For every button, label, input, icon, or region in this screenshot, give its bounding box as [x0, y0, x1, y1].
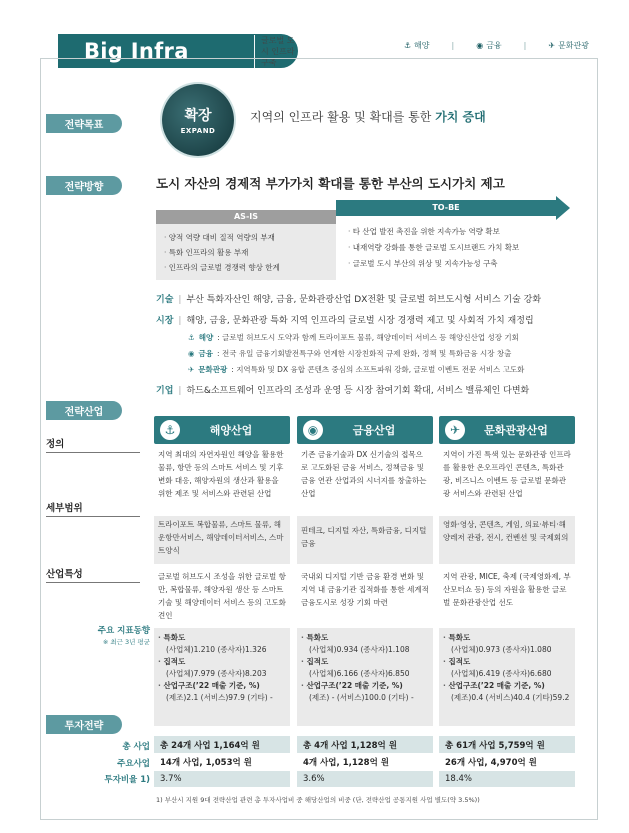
- investment-total: 총 4개 사업 1,128억 원: [297, 736, 433, 753]
- footnote: 1) 부산시 지원 9대 전략산업 관련 총 투자사업비 중 해당산업의 비중 (단, 전략산업 공통지원 사업 별도(약 3.5%)): [156, 796, 480, 804]
- label-investment: 투자전략: [46, 715, 122, 734]
- investment-total: 총 24개 사업 1,164억 원: [154, 736, 290, 753]
- page-title: Big Infra: [84, 39, 189, 63]
- page-subtitle: 글로벌 도시 인프라 구축: [254, 35, 298, 68]
- industry-scope: 핀테크, 디지털 자산, 특화금융, 디지털 금융: [297, 516, 433, 564]
- anchor-icon: ⚓: [158, 418, 182, 442]
- industry-kpi: · 특화도 (사업체)0.973 (종사자)1.080 · 집적도 (사업체)6.419 (종사자)6.680 · 산업구조(’22 매출 기준, %) (제조)0.4 (서비스)40.4 (기타)59.2: [439, 628, 575, 726]
- industry-definition: 기존 금융기술과 DX 신기술의 접목으로 고도화된 금융 서비스, 정책금융 및 금융 연관 산업과의 시너지를 창출하는 산업: [301, 450, 427, 498]
- industry-definition: 지역 최대의 자연자원인 해양을 활용한 물류, 항만 등의 스마트 서비스 및 기후변화 대응, 해양자원의 생산과 활용을 위한 제조 및 서비스와 관련된 산업: [158, 450, 284, 498]
- coin-icon: ◉: [188, 349, 195, 358]
- airplane-icon: ✈: [188, 365, 195, 374]
- anchor-icon: ⚓: [403, 41, 412, 50]
- row-label-main: 주요사업: [117, 759, 150, 769]
- label-goal: 전략목표: [46, 114, 122, 133]
- row-label-scope: 세부범위: [46, 500, 140, 517]
- expand-badge: 확장 EXPAND: [162, 84, 234, 156]
- top-nav: ⚓ 해양 | ◉ 금융 | ✈ 문화관광: [403, 41, 589, 50]
- airplane-icon: ✈: [548, 41, 556, 50]
- investment-main: 4개 사업, 1,128억 원: [297, 754, 433, 770]
- industry-header: 금융산업: [297, 416, 433, 444]
- industry-header: 해양산업: [154, 416, 290, 444]
- asis-list: · 양적 역량 대비 질적 역량의 부재 · 특화 인프라의 활용 부재 · 인프라의 글로벌 경쟁력 향상 한계: [156, 224, 336, 280]
- industry-column-finance: [297, 416, 433, 784]
- kpi-note: ※ 최근 3년 평균: [102, 638, 150, 646]
- nav-item-finance[interactable]: ◉ 금융: [476, 41, 502, 50]
- nav-item-tourism[interactable]: ✈ 문화관광: [548, 41, 589, 50]
- label-direction: 전략방향: [46, 176, 122, 195]
- anchor-icon: ⚓: [188, 333, 195, 342]
- industry-feature: 글로벌 허브도시 조성을 위한 글로벌 항만, 복합물류, 해양자원 생산 등 스마트 기술 및 해양데이터 서비스 등의 고도화 견인: [158, 572, 286, 620]
- tobe-header: TO-BE: [336, 200, 556, 216]
- industry-kpi: · 특화도 (사업체)0.934 (종사자)1.108 · 집적도 (사업체)6.166 (종사자)6.850 · 산업구조(’22 매출 기준, %) (제조) - (서비스)100.0 (기타) -: [297, 628, 433, 726]
- row-label-feature: 산업특성: [46, 566, 140, 583]
- investment-ratio: 18.4%: [439, 771, 575, 787]
- row-label-kpi: 주요 지표동향: [97, 626, 150, 636]
- industry-column-ocean: [154, 416, 290, 784]
- row-label-total: 총 사업: [122, 742, 150, 752]
- asis-header: AS-IS: [156, 210, 336, 224]
- strategy-tech: 기술 | 부산 특화자산인 해양, 금융, 문화관광산업 DX전환 및 글로벌 허브도시형 서비스 기술 강화: [156, 295, 542, 305]
- industry-feature: 국내외 디지털 기반 금융 환경 변화 및 지역 내 금융기관 집적화를 통한 세계적 금융도시로 성장 기회 마련: [301, 572, 429, 607]
- market-sub-ocean: ⚓ 해양 : 글로벌 허브도시 도약과 함께 트라이포트 물류, 해양데이터 서비스 등 해양신산업 성장 기회: [188, 333, 519, 342]
- investment-main: 14개 사업, 1,053억 원: [154, 754, 290, 770]
- industry-scope: 영화·영상, 콘텐츠, 게임, 의료·뷰티·해양레저 관광, 전시, 컨벤션 및 국제회의: [439, 516, 575, 564]
- industry-kpi: · 특화도 (사업체)1.210 (종사자)1.326 · 집적도 (사업체)7.979 (종사자)8.203 · 산업구조(’22 매출 기준, %) (제조)2.1 (서비스)97.9 (기타) -: [154, 628, 290, 726]
- tobe-list: · 타 산업 발전 촉진을 위한 지속가능 역량 확보 · 내재역량 강화를 통한 글로벌 도시브랜드 가치 확보 · 글로벌 도시 부산의 위상 및 지속가능성 구축: [348, 224, 568, 280]
- goal-text: 지역의 인프라 활용 및 확대를 통한 가치 증대: [250, 110, 486, 124]
- market-sub-tourism: ✈ 문화관광 : 지역특화 및 DX 융합 콘텐츠 중심의 소프트파워 강화, 글로벌 이벤트 전문 서비스 고도화: [188, 365, 525, 374]
- market-sub-finance: ◉ 금융 : 전국 유일 금융기회발전특구와 연계한 시장친화적 규제 완화, 정책 및 특화금융 시장 창출: [188, 349, 512, 358]
- industry-header: 문화관광산업: [439, 416, 575, 444]
- tobe-arrow: [556, 196, 570, 220]
- nav-item-ocean[interactable]: ⚓ 해양: [403, 41, 430, 50]
- industry-definition: 지역이 가진 특색 있는 문화관광 인프라를 활용한 온오프라인 콘텐츠, 특화관광, 비즈니스 이벤트 등 글로벌 문화관광 서비스와 관련된 산업: [443, 450, 571, 498]
- investment-main: 26개 사업, 4,970억 원: [439, 754, 575, 770]
- strategy-market: 시장 | 해양, 금융, 문화관광 특화 지역 인프라의 글로벌 시장 경쟁력 제고 및 사회적 가치 재정립: [156, 316, 534, 326]
- row-label-definition: 정의: [46, 436, 140, 453]
- label-industry: 전략산업: [46, 401, 122, 420]
- direction-headline: 도시 자산의 경제적 부가가치 확대를 통한 부산의 도시가치 제고: [156, 176, 505, 191]
- investment-ratio: 3.6%: [297, 771, 433, 787]
- coin-icon: ◉: [301, 418, 325, 442]
- investment-ratio: 3.7%: [154, 771, 290, 787]
- investment-total: 총 61개 사업 5,759억 원: [439, 736, 575, 753]
- coin-icon: ◉: [476, 41, 484, 50]
- row-label-ratio: 투자비율 1): [104, 775, 150, 785]
- industry-scope: 트라이포트 복합물류, 스마트 물류, 해운항만서비스, 해양데이터서비스, 스마트양식: [154, 516, 290, 564]
- strategy-corp: 기업 | 하드&소프트웨어 인프라의 조성과 운영 등 시장 참여기회 확대, 서비스 밸류체인 다변화: [156, 386, 530, 396]
- industry-column-tourism: [439, 416, 575, 784]
- airplane-icon: ✈: [443, 418, 467, 442]
- industry-feature: 지역 관광, MICE, 축제 (국제영화제, 부산모터쇼 등) 등의 자원을 활용한 글로벌 문화관광산업 선도: [443, 572, 571, 607]
